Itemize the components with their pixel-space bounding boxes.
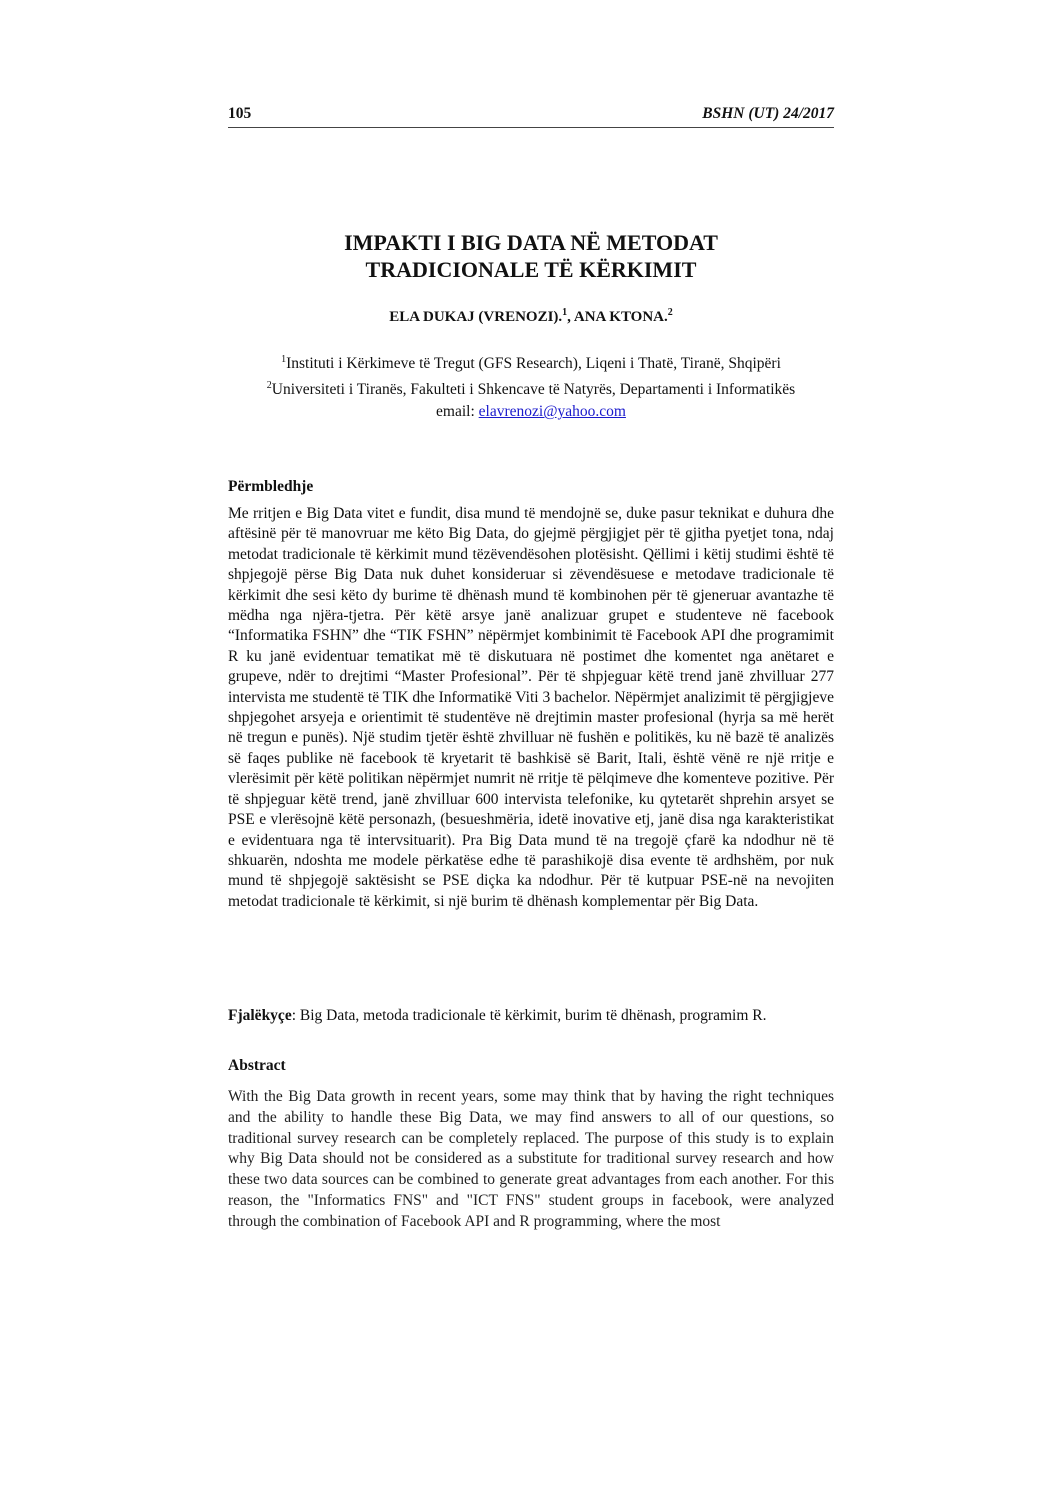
author-1-affiliation-mark: 1 (562, 307, 568, 318)
affiliation-2-text: Universiteti i Tiranës, Fakulteti i Shkencave të Natyrës, Departamenti i Informatikës (271, 381, 796, 399)
email-link[interactable]: elavrenozi@yahoo.com (478, 403, 626, 421)
abstract-heading: Abstract (228, 1057, 286, 1074)
keywords-label: Fjalëkyçe (228, 1007, 292, 1024)
running-header (228, 105, 834, 128)
author-separator: , (567, 309, 574, 325)
page-number: 105 (228, 105, 252, 122)
journal-reference: BSHN (UT) 24/2017 (702, 105, 834, 122)
affiliations (228, 349, 834, 423)
summary-text: Me rritjen e Big Data vitet e fundit, disa mund të mendojnë se, duke pasur teknikat e duhura dhe aftësinë për të manovruar me këto Big Data, do gjejmë përgjigjet për të gjitha pyetjet tona, ndaj metodat tradicionale të kërkimit mund tëzëvendësohen plotësisht. Qëllimi i këtij studimi është të shpjegojë përse Big Data nuk duhet konsideruar si zëvendësuese e metodave tradicionale të kërkimit dhe sesi këto dy burime të dhënash mund të kombinohen për të gjeneruar avantazhe të mëdha nga njëra-tjetra. Për këtë arsye janë analizuar grupet e studenteve në facebook “Informatika FSHN” dhe “TIK FSHN” nëpërmjet kombinimit të Facebook API dhe programimit R ku janë evidentuar tematikat më të diskutuara në postimet dhe komentet nga anëtaret e grupeve, ndër to drejtimi “Master Profesional”. Për të shpjeguar këtë trend janë zhvilluar 277 intervista me studentë të TIK dhe Informatikë Viti 3 bachelor. Nëpërmjet analizimit të përgjigjeve shpjegohet arsyeja e orientimit të studentëve në drejtimin master profesional (hyrja sa më herët në tregun e punës). Një studim tjetër është zhvilluar në fushën e politikës, ku në bazë të analizës së faqes publike në facebook të kryetarit të bashkisë së Barit, Itali, është vënë re një rritje e vlerësimit për këtë politikan nëpërmjet numrit në rritje të pëlqimeve dhe komenteve pozitive. Për të shpjeguar këtë trend, janë zhvilluar 600 intervista telefonike, ku qytetarët shprehin arsyet se PSE e vlerësojnë këtë personazh, (besueshmëria, idetë inovative etj, janë disa nga karakteristikat e evidentuara nga të intervsituarit). Pra Big Data mund të na tregojë çfarë ka ndodhur në të shkuarën, ndoshta me modele përkatëse edhe të parashikojë disa evente të ardhshëm, por nuk mund të shpjegojë saktësisht se PSE diçka ka ndodhur. Për të kutpuar PSE-në na nevojiten metodat tradicionale të kërkimit, si një burim të dhënash komplementar për Big Data. (228, 505, 834, 910)
affiliation-2 (228, 375, 834, 401)
paper-title (228, 229, 834, 283)
summary-heading: Përmbledhje (228, 478, 314, 495)
keywords-text: : Big Data, metoda tradicionale të kërkimit, burim të dhënash, programim R. (291, 1007, 767, 1024)
keywords (228, 1006, 834, 1026)
author-1: ELA DUKAJ (VRENOZI). (389, 309, 563, 325)
author-2: ANA KTONA. (573, 309, 668, 325)
affiliation-1 (228, 349, 834, 375)
email-label: email: (436, 403, 479, 421)
affiliation-1-text: Instituti i Kërkimeve të Tregut (GFS Research), Liqeni i Thatë, Tiranë, Shqipëri (286, 355, 781, 373)
author-2-affiliation-mark: 2 (667, 307, 673, 318)
affiliation-1-mark: 1 (281, 354, 287, 365)
author-list (228, 307, 834, 326)
title-line-1: IMPAKTI I BIG DATA NË METODAT (344, 230, 718, 255)
title-line-2: TRADICIONALE TË KËRKIMIT (365, 257, 697, 282)
email-line (228, 401, 834, 423)
affiliation-2-mark: 2 (266, 380, 272, 392)
abstract-text: With the Big Data growth in recent years, some may think that by having the right techniques and the ability to handle these Big Data, we may find answers to all of our questions, so traditional survey research can be completely replaced. The purpose of this study is to explain why Big Data should not be considered as a substitute for traditional survey research and how these two data sources can be combined to generate great advantages from each another. For this reason, the "Informatics FNS" and "ICT FNS" student groups in facebook, were analyzed through the combination of Facebook API and R programming, where the most (228, 1088, 834, 1230)
